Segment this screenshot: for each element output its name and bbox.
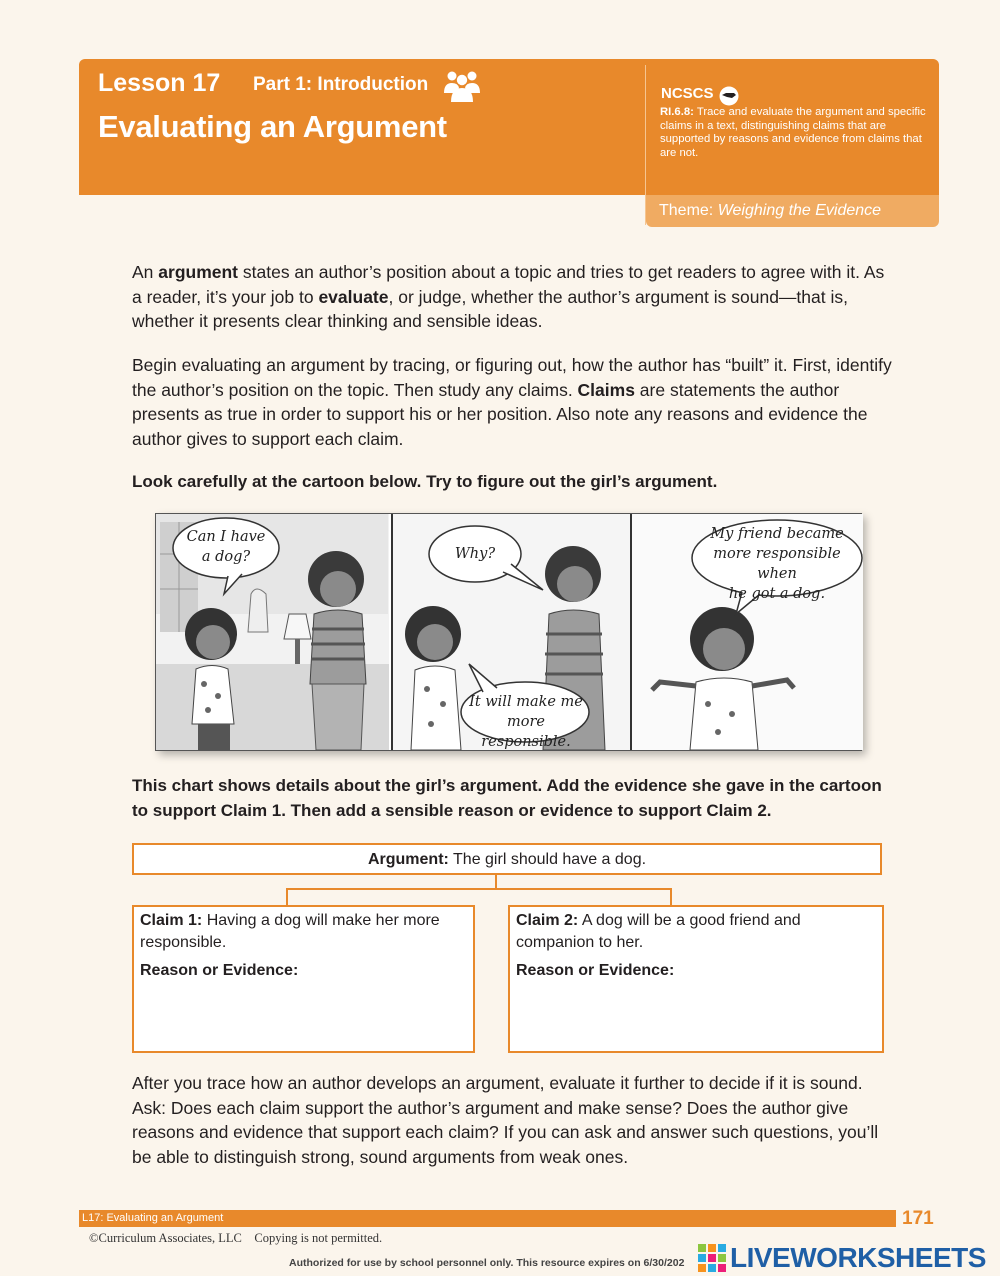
text: states an author’s position about a topic and tries to get readers to agree with it. As a reader, it’s your job to bbox=[132, 262, 885, 307]
bubble-line: My friend became bbox=[710, 526, 844, 542]
lesson-number: Lesson 17 bbox=[98, 69, 221, 97]
standard-code: RI.6.8: bbox=[660, 106, 694, 118]
bubble-line: more responsible. bbox=[481, 714, 571, 750]
footer-lesson-label: L17: Evaluating an Argument bbox=[82, 1212, 224, 1224]
bubble-line: a dog? bbox=[201, 549, 251, 565]
cartoon-panel-3 bbox=[630, 514, 863, 750]
footer-bar bbox=[79, 1210, 896, 1227]
cartoon-panel-2 bbox=[391, 514, 630, 750]
claim-2-label: Claim 2: bbox=[516, 912, 579, 929]
intro-paragraph-2 bbox=[132, 353, 892, 451]
bubble-line: more responsible when bbox=[713, 546, 841, 582]
term-evaluate: evaluate bbox=[318, 286, 389, 307]
term-claims: Claims bbox=[577, 379, 635, 400]
bubble-line: he got a dog. bbox=[728, 586, 826, 602]
authorization-notice: Authorized for use by school personnel only. This resource expires on 6/30/202 bbox=[289, 1257, 685, 1269]
theme-value: Weighing the Evidence bbox=[717, 202, 882, 219]
chart-instruction: This chart shows details about the girl’s argument. Add the evidence she gave in the cartoon to support Claim 1. Then add a sensible reason or evidence to support Claim 2. bbox=[132, 776, 882, 820]
liveworksheets-logo[interactable] bbox=[698, 1241, 993, 1274]
claim-1-box bbox=[132, 905, 475, 1053]
liveworksheets-tiles-icon bbox=[698, 1244, 726, 1272]
speech-bubble-can-i-have-a-dog bbox=[176, 527, 276, 567]
standard-description bbox=[660, 106, 932, 160]
text: , or judge, whether the author’s argument is sound—that is, whether it presents clear thinking and sensible ideas. bbox=[132, 286, 848, 331]
north-carolina-icon bbox=[719, 86, 739, 106]
theme-bar bbox=[646, 195, 939, 227]
cartoon-strip bbox=[155, 513, 862, 751]
connector-line bbox=[286, 888, 288, 906]
claim-1-answer-area[interactable] bbox=[140, 982, 467, 1034]
closing-paragraph: After you trace how an author develops an argument, evaluate it further to decide if it is sound. Ask: Does each claim support the author’s argument and make sense? Does the author give reasons and evidence that support each claim? If you can ask and answer such questions, you’ll be able to distinguish strong, sound arguments from weak ones. bbox=[132, 1073, 879, 1167]
standard-text: Trace and evaluate the argument and specific claims in a text, distinguishing claims that are supported by reasons and evidence from claims that are not. bbox=[660, 106, 926, 159]
speech-bubble-responsible bbox=[461, 692, 591, 750]
cartoon-panel-1 bbox=[156, 514, 389, 750]
text: are statements the author presents as true in order to support his or her position. Also note any reasons and evidence the author gives to support each claim. bbox=[132, 379, 868, 449]
argument-text: The girl should have a dog. bbox=[448, 851, 647, 868]
claim-1-reason-label: Reason or Evidence: bbox=[140, 962, 299, 979]
intro-paragraph-1 bbox=[132, 260, 892, 334]
standards-label: NCSCS bbox=[661, 85, 714, 102]
connector-line bbox=[670, 888, 672, 906]
term-argument: argument bbox=[158, 262, 239, 282]
claim-2-answer-area[interactable] bbox=[516, 982, 876, 1034]
speech-bubble-friend-responsible bbox=[692, 524, 862, 604]
text: Begin evaluating an argument by tracing, or figuring out, how the author has “built” it. First, identify the author’s position on the topic. Then study any claims. bbox=[132, 355, 892, 400]
claim-2-box bbox=[508, 905, 884, 1053]
theme-text bbox=[659, 202, 881, 220]
claim-2-reason-label: Reason or Evidence: bbox=[516, 962, 675, 979]
text: An bbox=[132, 262, 159, 282]
liveworksheets-brand: LIVEWORKSHEETS bbox=[730, 1242, 986, 1273]
argument-label: Argument: bbox=[367, 851, 449, 868]
claim-1-label: Claim 1: bbox=[140, 912, 203, 929]
bubble-line: It will make me bbox=[469, 694, 583, 710]
argument-box bbox=[132, 843, 882, 875]
connector-line bbox=[286, 888, 672, 890]
cartoon-instruction: Look carefully at the cartoon below. Try to figure out the girl’s argument. bbox=[132, 472, 718, 491]
connector-line bbox=[495, 875, 497, 889]
claim-1-text: Having a dog will make her more responsible. bbox=[140, 912, 440, 951]
claim-1-statement bbox=[140, 910, 467, 954]
bubble-line: Can I have bbox=[186, 529, 266, 545]
lesson-header bbox=[79, 59, 939, 195]
part-label: Part 1: Introduction bbox=[253, 74, 429, 95]
copyright-notice: ©Curriculum Associates, LLC Copying is not permitted. bbox=[89, 1231, 383, 1245]
claim-2-statement bbox=[516, 910, 876, 954]
speech-bubble-why: Why? bbox=[454, 546, 496, 562]
page-title: Evaluating an Argument bbox=[98, 109, 447, 144]
page-number: 171 bbox=[902, 1208, 934, 1229]
claim-2-text: A dog will be a good friend and companion to her. bbox=[516, 912, 801, 951]
theme-label: Theme: bbox=[659, 202, 714, 219]
group-people-icon bbox=[443, 69, 481, 103]
